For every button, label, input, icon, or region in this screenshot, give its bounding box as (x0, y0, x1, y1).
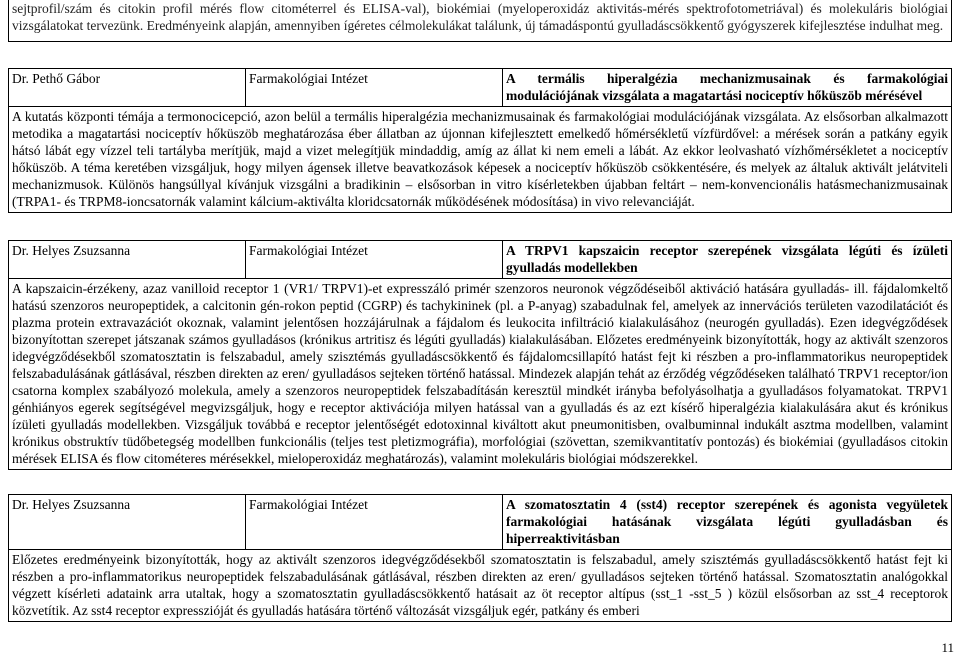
researcher-name: Dr. Helyes Zsuzsanna (9, 495, 246, 550)
project-table-petho (8, 68, 952, 213)
project-title: A termális hiperalgézia mechanizmusainak és farmakológiai modulációjának vizsgálata a magatartási nociceptív hőküszöb mérésével (503, 69, 952, 107)
project-table-helyes-trpv1 (8, 240, 952, 470)
project-body-row (9, 107, 952, 213)
project-title: A TRPV1 kapszaicin receptor szerepének vizsgálata légúti és ízületi gyulladás modellekben (503, 241, 952, 279)
project-header-row (9, 495, 952, 550)
project-description: A kapszaicin-érzékeny, azaz vanilloid receptor 1 (VR1/ TRPV1)-et expresszáló primér szenzoros neuronok végződéseiből aktiváció hatására gyulladás- ill. fájdalomkeltő hatású szenzoros neuropeptidek, a calcitonin gén-rokon peptid (CGRP) és tachykininek (pl. a P-anyag) szabadulnak fel, amelyek az innervációs területen vazodilatációt és plazma protein extravazációt okoznak, valamint jelentősen hozzájárulnak a fájdalom és leukocita infiltráció kialakulásához (neurogén gyulladás). Ezen idegvégződések bizonyítottan szerepet játszanak számos gyulladásos (krónikus artritisz és légúti gyulladás) kialakulásában. Előzetes eredményeink bizonyították, hogy az aktivált szenzoros idegvégződésekből szomatosztatin is felszabadul, amely szisztémás gyulladáscsökkentő és fájdalomcsillapító hatást fejt ki részben a pro-inflammatorikus neuropeptidek felszabadulásának gátlásával, részben direkten az eren/ gyulladásos sejteken történő hatással. Mindezek alapján tehát az érződég végződéseken található TRPV1 receptor/ion csatorna komplex szabályozó molekula, amely a szenzoros neuropeptidek felszabadításán keresztül mindkét irányba befolyásolhatja a gyulladásos folyamatokat. TRPV1 génhiányos egerek segítségével megvizsgáljuk, hogy e receptor aktivációja milyen hatással van a gyulladás és az ezt kísérő hiperalgézia kialakulására akut és krónikus ízületi gyulladás modellekben. Vizsgáljuk továbbá e receptor jelentőségét edotoxinnal kiváltott akut pneumonitisben, ovalbuminnal indukált asztma modellben, valamint krónikus obstruktív tüdőbetegség modellben funkcionális (teljes test pletizmográfia), morfológiai (szövettan, szemikvantitatív pontozás) és biokémiai (gyulladásos citokin mérések ELISA és flow citométeres mérésekkel, mieloperoxidáz meghatározás), valamint molekuláris biológiai módszerekkel. (9, 279, 952, 470)
researcher-name: Dr. Helyes Zsuzsanna (9, 241, 246, 279)
institute-name: Farmakológiai Intézet (246, 69, 503, 107)
project-header-row (9, 69, 952, 107)
project-header-row (9, 241, 952, 279)
project-description: A kutatás központi témája a termonocicepció, azon belül a termális hiperalgézia mechanizmusainak és farmakológiai modulációjának vizsgálata. Az elsősorban alkalmazott metodika a magatartási nociceptív hőküszöb meghatározása éber állatban az újonnan kifejlesztett emelkedő hőmérsékletű vízfürdővel: a mérések során a patkány egyik hátsó lábát egy vízzel teli tartályba merítjük, majd a vizet melegítjük mindaddig, amíg az állat ki nem emeli a lábát. Az ekkor leolvasható vízhőmérsékletet a nociceptív hőküszöb. A téma keretében vizsgáljuk, hogy milyen ágensek illetve beavatkozások képesek a nociceptív hőküszöb csökkentésére, és melyek az általuk aktivált jelátviteli mechanizmusok. Különös hangsúllyal kívánjuk vizsgálni a bradikinin – elsősorban in vitro kísérletekben újabban feltárt – nem-konvencionális hatásmechanizmusainak (TRPA1- és TRPM8-ioncsatornák valamint kálcium-aktiválta kloridcsatornák működésének módosítása) in vivo relevanciáját. (9, 107, 952, 213)
institute-name: Farmakológiai Intézet (246, 241, 503, 279)
institute-name: Farmakológiai Intézet (246, 495, 503, 550)
researcher-name: Dr. Pethő Gábor (9, 69, 246, 107)
project-table-helyes-sst4 (8, 494, 952, 622)
intro-paragraph: sejtprofil/szám és citokin profil mérés flow citométerrel és ELISA-val), biokémiai (myeloperoxidáz aktivitás-mérés spektrofotometriával) és molekuláris biológiai vizsgálatokat tervezünk. Eredményeink alapján, amennyiben ígéretes célmolekulákat találunk, új támadáspontú gyulladáscsökkentő gyógyszerek kifejlesztése indulhat meg. (8, 0, 952, 42)
project-title: A szomatosztatin 4 (sst4) receptor szerepének és agonista vegyületek farmakológiai hatásának vizsgálata légúti gyulladásban és hiperreaktivitásban (503, 495, 952, 550)
project-body-row (9, 550, 952, 622)
project-description: Előzetes eredményeink bizonyították, hogy az aktivált szenzoros idegvégződésekből szomatosztatin is felszabadul, amely szisztémás gyulladáscsökkentő hatást fejt ki részben a pro-inflammatorikus neuropeptidek felszabadulásának gátlásával, részben direkten az eren/ gyulladásos sejteken történő hatással. Szomatosztatin analógokkal végzett kísérleti adataink arra utaltak, hogy a szomatosztatin gyulladáscsökkentő hatásait az öt receptor altípus (sst_1 -sst_5 ) közül elsősorban az sst_4 receptorok közvetítik. Az sst4 receptor expresszióját és gyulladás hatására történő változását vizsgáljuk egér, patkány és emberi (9, 550, 952, 622)
project-body-row (9, 279, 952, 470)
page-number: 11 (941, 640, 954, 655)
